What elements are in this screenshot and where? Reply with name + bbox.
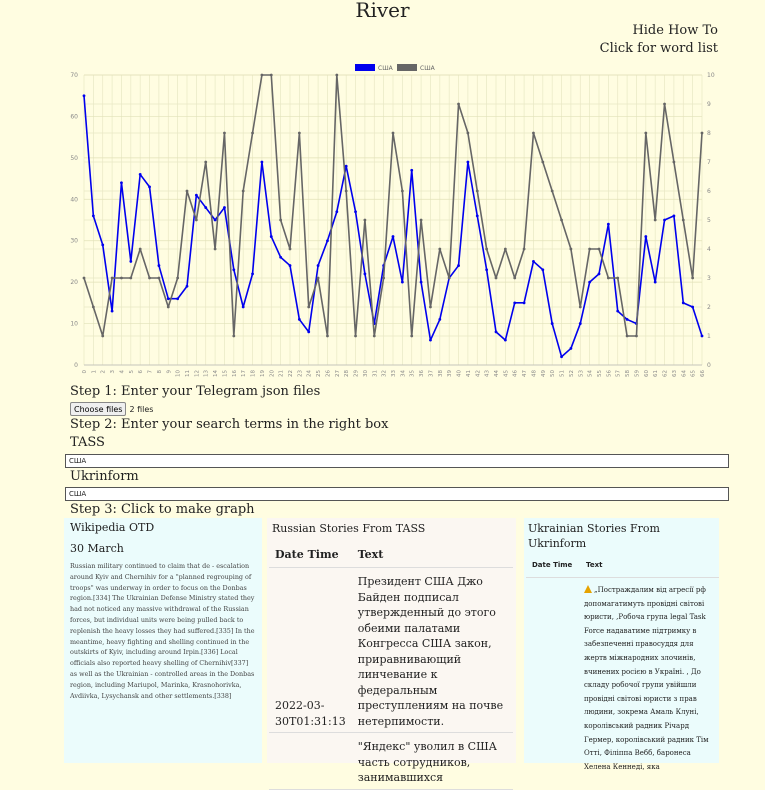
x-tick-label: 28 (344, 370, 351, 377)
data-point (223, 132, 226, 135)
data-point (513, 301, 516, 304)
data-point (598, 248, 601, 251)
x-tick-label: 16 (231, 370, 238, 377)
data-point (495, 277, 498, 280)
ukr-col-date: Date Time (526, 559, 580, 578)
data-point (279, 256, 282, 259)
data-point (476, 214, 479, 217)
data-point (92, 306, 95, 309)
x-tick-label: 13 (203, 370, 210, 377)
ukrinform-label: Ukrinform (70, 469, 139, 484)
y-right-tick-label: 3 (707, 275, 711, 282)
row-date (269, 733, 352, 790)
data-point (120, 181, 123, 184)
data-point (298, 132, 301, 135)
data-point (551, 322, 554, 325)
data-point (270, 235, 273, 238)
x-tick-label: 46 (512, 370, 519, 377)
ukrinform-panel (524, 518, 719, 771)
data-point (673, 161, 676, 164)
y-left-tick-label: 50 (70, 154, 78, 162)
ukr-heading: Ukrainian Stories From Ukrinform (528, 522, 660, 550)
data-point (691, 306, 694, 309)
data-point (663, 219, 666, 222)
data-point (476, 190, 479, 193)
data-point (570, 347, 573, 350)
data-point (448, 277, 451, 280)
x-tick-label: 53 (578, 370, 585, 377)
tass-table (269, 546, 513, 790)
data-point (251, 272, 254, 275)
data-point (139, 248, 142, 251)
y-left-tick-label: 40 (70, 196, 78, 204)
data-point (626, 318, 629, 321)
x-tick-label: 3 (110, 370, 117, 374)
data-point (438, 248, 441, 251)
x-tick-label: 14 (213, 370, 220, 377)
data-point (242, 190, 245, 193)
data-point (317, 277, 320, 280)
data-point (289, 264, 292, 267)
data-point (541, 268, 544, 271)
tass-heading: Russian Stories From TASS (272, 522, 426, 535)
data-point (176, 277, 179, 280)
data-point (251, 132, 254, 135)
data-point (644, 235, 647, 238)
x-tick-label: 54 (587, 370, 594, 377)
row-text-content: „Постраждалим від агресії рф допомагатимуть провідні світові юристи, ,Робоча група legal Task Force надаватиме підтримку в забезпеченні правосуддя для жертв міжнародних злочинів, вчинених росією в Україні. , До складу робочої групи увійшли провідні світові юристи з прав людини, зокрема Амаль Клуні, королівський радник Річард Гермер, королівський радник Тім Отті, Філіппа Вебб, баронеса Хелена Кеннеді, яка (584, 586, 709, 771)
row-date (526, 578, 580, 781)
x-tick-label: 50 (550, 370, 557, 377)
x-tick-label: 1 (91, 370, 98, 374)
data-point (429, 339, 432, 342)
row-date: 2022-03-30T01:31:13 (269, 568, 352, 733)
data-point (682, 219, 685, 222)
data-point (392, 132, 395, 135)
data-point (607, 223, 610, 226)
data-point (663, 103, 666, 106)
data-point (523, 248, 526, 251)
wiki-text: Russian military continued to claim that de - escalation around Kyiv and Chernihiv for a "planned regrouping of troops" was underway in order to focus on the Donbas region.[334] The Ukrainian Defense Ministry stated they had not noticed any massive withdrawal of the Russian forces, but individual units were being pulled back to replenish the heavy losses they had suffered.[335] In the meantime, heavy fighting and shelling continued in the outskirts of Kyiv, including around Irpin.[336] Local officials also reported heavy shelling of Chernihiv[337] as well as the Ukrainian - controlled areas in the Donbas region, including Mariupol, Marinka, Krasnohorivka, Avdiivka, Lysychansk and other settlements.[338] (70, 562, 255, 700)
x-tick-label: 18 (250, 370, 257, 377)
data-point (570, 248, 573, 251)
data-point (167, 297, 170, 300)
tass-col-date: Date Time (269, 546, 352, 568)
wiki-heading: Wikipedia OTD (70, 521, 155, 534)
tass-label: TASS (70, 435, 105, 450)
legend-swatch-1 (355, 64, 375, 71)
data-point (701, 335, 704, 338)
data-point (607, 277, 610, 280)
data-point (101, 243, 104, 246)
data-point (242, 306, 245, 309)
x-tick-label: 52 (568, 370, 575, 377)
x-tick-label: 30 (362, 370, 369, 377)
x-tick-label: 60 (643, 370, 650, 377)
data-point (673, 214, 676, 217)
x-tick-label: 39 (447, 370, 454, 377)
warning-icon (584, 585, 592, 593)
x-tick-label: 56 (606, 370, 613, 377)
data-point (682, 301, 685, 304)
data-point (392, 235, 395, 238)
data-point (635, 335, 638, 338)
data-point (335, 210, 338, 213)
data-point (129, 277, 132, 280)
data-point (214, 248, 217, 251)
x-tick-label: 42 (475, 370, 482, 377)
x-tick-label: 61 (653, 370, 660, 377)
x-tick-label: 5 (128, 370, 135, 374)
data-point (101, 335, 104, 338)
x-tick-label: 58 (625, 370, 632, 377)
data-point (232, 268, 235, 271)
data-point (691, 277, 694, 280)
data-point (364, 272, 367, 275)
data-point (532, 132, 535, 135)
data-point (588, 248, 591, 251)
data-point (195, 194, 198, 197)
x-tick-label: 10 (175, 370, 182, 377)
ukrinform-search-input[interactable]: США (65, 487, 729, 501)
hide-how-to-link[interactable]: Hide How To (632, 23, 718, 38)
y-left-tick-label: 30 (70, 237, 78, 245)
x-tick-label: 51 (559, 370, 566, 377)
x-tick-label: 24 (306, 370, 313, 377)
data-point (560, 355, 563, 358)
data-point (158, 277, 161, 280)
data-point (485, 248, 488, 251)
data-point (83, 277, 86, 280)
data-point (701, 132, 704, 135)
x-tick-label: 38 (437, 370, 444, 377)
data-point (495, 330, 498, 333)
tass-search-input[interactable]: США (65, 454, 729, 468)
data-point (626, 335, 629, 338)
page-title: River (355, 0, 410, 22)
data-point (354, 335, 357, 338)
y-right-tick-label: 10 (707, 72, 715, 79)
row-text: "Яндекс" уволил в США часть сотрудников, занимавшихся (352, 733, 513, 790)
x-tick-label: 63 (671, 370, 678, 377)
x-tick-label: 22 (288, 370, 294, 377)
x-tick-label: 8 (156, 370, 163, 374)
x-tick-label: 20 (269, 370, 276, 377)
data-point (261, 161, 264, 164)
y-right-tick-label: 1 (707, 333, 711, 340)
data-point (120, 277, 123, 280)
data-point (467, 132, 470, 135)
data-point (616, 310, 619, 313)
y-left-tick-label: 0 (74, 362, 78, 369)
line-chart (60, 58, 725, 383)
y-left-tick-label: 70 (70, 72, 78, 79)
data-point (579, 306, 582, 309)
data-point (541, 161, 544, 164)
x-tick-label: 27 (334, 370, 341, 377)
data-point (167, 306, 170, 309)
x-tick-label: 7 (147, 370, 154, 374)
wiki-date: 30 March (70, 542, 124, 555)
x-tick-label: 35 (409, 370, 416, 377)
data-point (429, 306, 432, 309)
x-tick-label: 25 (316, 370, 323, 377)
data-point (345, 190, 348, 193)
x-tick-label: 59 (634, 370, 641, 377)
data-point (307, 306, 310, 309)
data-point (139, 173, 142, 176)
data-point (148, 277, 151, 280)
y-right-tick-label: 7 (707, 159, 711, 166)
x-tick-label: 2 (100, 370, 107, 374)
data-point (457, 103, 460, 106)
x-tick-label: 66 (700, 370, 706, 377)
data-point (467, 161, 470, 164)
data-point (335, 74, 338, 77)
data-point (186, 190, 189, 193)
x-tick-label: 43 (484, 370, 491, 377)
top-links (600, 22, 718, 58)
data-point (644, 132, 647, 135)
y-right-tick-label: 5 (707, 217, 711, 224)
data-point (186, 285, 189, 288)
data-point (354, 210, 357, 213)
data-point (438, 318, 441, 321)
row-text (580, 578, 719, 781)
data-point (420, 281, 423, 284)
x-tick-label: 9 (166, 370, 173, 374)
x-tick-label: 12 (194, 370, 201, 377)
data-point (232, 335, 235, 338)
data-point (326, 239, 329, 242)
data-point (195, 219, 198, 222)
x-tick-label: 21 (278, 370, 285, 377)
data-point (223, 206, 226, 209)
x-tick-label: 4 (119, 370, 126, 374)
x-tick-label: 19 (259, 370, 266, 377)
data-point (289, 248, 292, 251)
ukr-col-text: Text (580, 559, 719, 578)
row-text: Президент США Джо Байден подписал утвержденный до этого обеими палатами Конгресса США закон, приравнивающий линчевание к федеральным преступлениям на почве нетерпимости. (352, 568, 513, 733)
data-point (420, 219, 423, 222)
data-point (111, 310, 114, 313)
table-row (269, 733, 513, 790)
x-tick-label: 48 (531, 370, 538, 377)
x-tick-label: 44 (494, 370, 500, 377)
data-point (560, 219, 563, 222)
data-point (588, 281, 591, 284)
ukr-table (526, 559, 719, 780)
data-point (410, 335, 413, 338)
data-point (204, 206, 207, 209)
data-point (513, 277, 516, 280)
data-point (401, 281, 404, 284)
data-point (410, 169, 413, 172)
data-point (83, 94, 86, 97)
data-point (92, 214, 95, 217)
x-tick-label: 31 (372, 370, 379, 377)
x-tick-label: 57 (615, 370, 622, 377)
word-list-link[interactable]: Click for word list (599, 41, 718, 56)
y-right-tick-label: 4 (707, 246, 711, 253)
x-tick-label: 23 (297, 370, 304, 377)
x-tick-label: 33 (391, 370, 397, 377)
x-tick-label: 47 (522, 370, 529, 377)
step2-label: Step 2: Enter your search terms in the right box (70, 417, 389, 432)
y-left-tick-label: 10 (70, 320, 78, 328)
x-tick-label: 41 (465, 370, 472, 377)
data-point (579, 322, 582, 325)
table-row (526, 578, 719, 781)
y-right-tick-label: 9 (707, 101, 711, 108)
x-tick-label: 11 (185, 370, 191, 377)
data-point (326, 335, 329, 338)
data-point (317, 264, 320, 267)
legend-label-2: США (420, 65, 435, 72)
data-point (364, 219, 367, 222)
x-tick-label: 45 (503, 370, 510, 377)
step1-label: Step 1: Enter your Telegram json files (70, 384, 321, 399)
data-point (504, 248, 507, 251)
data-point (616, 277, 619, 280)
data-point (111, 277, 114, 280)
data-point (457, 264, 460, 267)
y-right-tick-label: 0 (707, 362, 711, 369)
wikipedia-panel (64, 518, 262, 763)
x-tick-label: 15 (222, 370, 229, 377)
data-point (176, 297, 179, 300)
data-point (270, 74, 273, 77)
x-tick-label: 65 (690, 370, 697, 377)
files-count: 2 files (129, 404, 154, 414)
x-tick-label: 37 (428, 370, 435, 377)
data-point (345, 165, 348, 168)
data-point (551, 190, 554, 193)
data-point (373, 335, 376, 338)
data-point (523, 301, 526, 304)
data-point (214, 219, 217, 222)
data-point (298, 318, 301, 321)
data-point (261, 74, 264, 77)
data-point (148, 185, 151, 188)
data-point (654, 281, 657, 284)
tass-col-text: Text (352, 546, 513, 568)
y-right-tick-label: 8 (707, 130, 711, 137)
x-tick-label: 64 (681, 370, 688, 377)
data-point (401, 190, 404, 193)
data-point (654, 219, 657, 222)
data-point (485, 268, 488, 271)
x-tick-label: 40 (456, 370, 463, 377)
x-tick-label: 29 (353, 370, 360, 377)
x-tick-label: 17 (241, 370, 248, 377)
data-point (307, 330, 310, 333)
y-right-tick-label: 2 (707, 304, 711, 311)
x-tick-label: 34 (400, 370, 407, 377)
x-tick-label: 0 (82, 370, 88, 374)
data-point (598, 272, 601, 275)
y-left-tick-label: 60 (70, 113, 78, 121)
data-point (129, 260, 132, 263)
data-point (204, 161, 207, 164)
x-tick-label: 36 (419, 370, 426, 377)
x-tick-label: 49 (540, 370, 547, 377)
x-tick-label: 32 (381, 370, 388, 377)
data-point (504, 339, 507, 342)
x-tick-label: 62 (662, 370, 669, 377)
file-picker (70, 402, 153, 416)
data-point (158, 264, 161, 267)
tass-panel (267, 518, 516, 784)
table-row (269, 568, 513, 733)
make-graph-button[interactable]: Step 3: Click to make graph (70, 502, 255, 517)
choose-files-button[interactable]: Choose files (70, 402, 126, 416)
legend-label-1: США (378, 65, 393, 72)
x-tick-label: 26 (325, 370, 332, 377)
x-tick-label: 55 (597, 370, 603, 377)
y-right-tick-label: 6 (707, 188, 711, 195)
data-point (532, 260, 535, 263)
legend-swatch-2 (397, 64, 417, 71)
y-left-tick-label: 20 (70, 279, 78, 287)
data-point (279, 219, 282, 222)
x-tick-label: 6 (138, 370, 145, 374)
data-point (382, 277, 385, 280)
